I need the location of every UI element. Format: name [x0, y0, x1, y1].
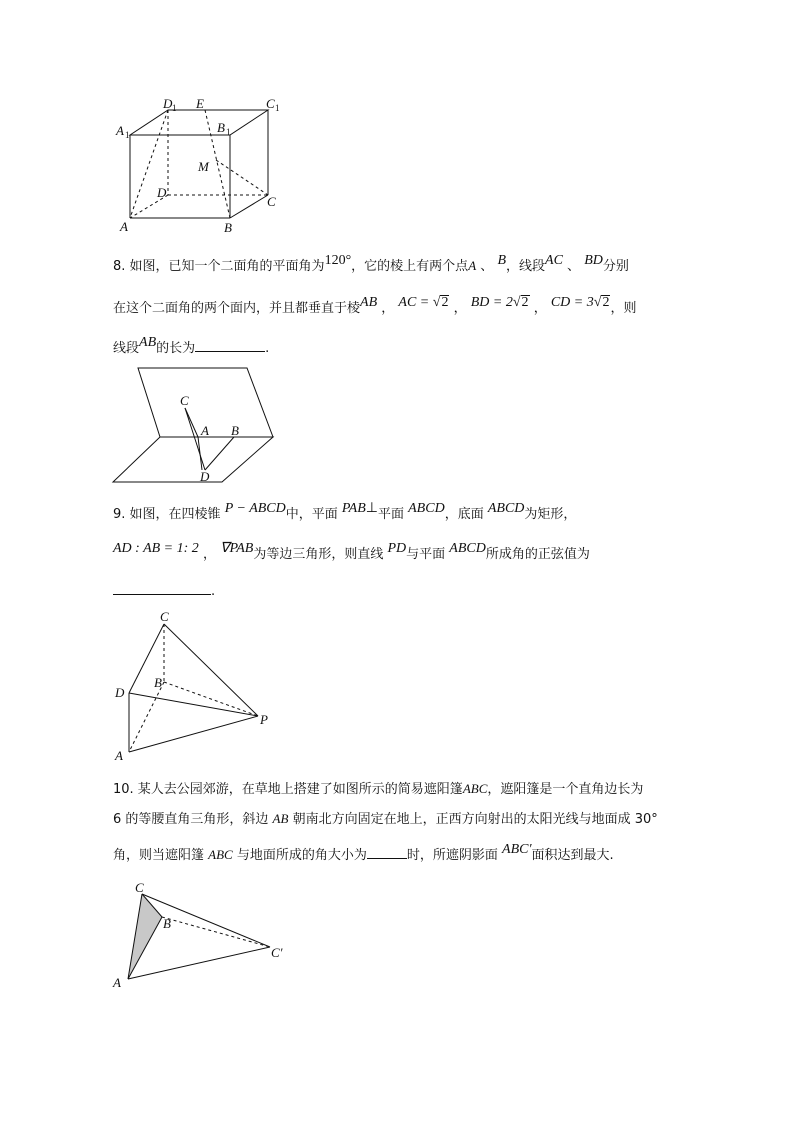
label-E: E: [196, 96, 204, 111]
svg-text:1: 1: [275, 103, 280, 113]
label-B: B: [154, 675, 162, 690]
svg-text:1: 1: [226, 127, 231, 137]
figure-dihedral: [110, 365, 290, 485]
label-D: D: [157, 185, 167, 200]
q10-line2: 6 的等腰直角三角形，斜边 AB 朝南北方向固定在地上，正西方向射出的太阳光线与地面成 30°: [113, 811, 658, 827]
label-A: A: [113, 975, 121, 990]
lower-plane: [113, 437, 273, 482]
label-D1: D: [163, 96, 173, 111]
label-C: C: [180, 393, 189, 408]
q10-line1: 10. 某人去公园郊游，在草地上搭建了如图所示的简易遮阳篷ABC，遮阳篷是一个直角边长为: [113, 781, 644, 797]
label-C: C: [160, 610, 169, 624]
answer-blank: [195, 339, 265, 352]
q9-line2: AD : AB = 1: 2 ， ∇PAB为等边三角形，则直线 PD与平面 ABCD所成角的正弦值为: [113, 541, 590, 562]
q9-line1: 9. 如图，在四棱锥 P − ABCD中，平面 PAB⊥平面 ABCD，底面 ABCD为矩形，: [113, 501, 577, 522]
svg-text:1: 1: [172, 103, 177, 113]
label-B: B: [224, 220, 232, 235]
q8-line1: 8. 如图，已知一个二面角的平面角为120°，它的棱上有两个点A 、 B，线段AC 、 BD分别: [113, 253, 629, 274]
label-B: B: [231, 423, 239, 438]
label-C: C: [267, 194, 276, 209]
answer-blank: [367, 846, 407, 859]
label-P: P: [260, 712, 268, 727]
label-A1: A: [116, 123, 124, 138]
label-M: M: [198, 159, 209, 174]
label-A: A: [115, 748, 123, 763]
q8-line2: 在这个二面角的两个面内，并且都垂直于棱AB ， AC = √2 ， BD = 2√2 ， CD = 3√2，则: [113, 295, 637, 316]
label-C1: C: [266, 96, 275, 111]
label-C: C: [135, 880, 144, 895]
q8-line3: 线段AB的长为 .: [113, 335, 270, 356]
figure-pyramid: [110, 610, 280, 765]
sunshade-face: [128, 894, 162, 979]
figure-cuboid: [110, 95, 290, 235]
answer-blank: [113, 582, 211, 595]
label-D: D: [200, 469, 210, 484]
label-A: A: [120, 219, 128, 234]
q9-line3: .: [113, 582, 215, 602]
label-B: B: [163, 916, 171, 931]
label-D: D: [115, 685, 125, 700]
label-A: A: [201, 423, 209, 438]
svg-text:1: 1: [125, 130, 130, 140]
label-B1: B: [217, 120, 225, 135]
cuboid-top-face: [130, 110, 268, 135]
figure-sunshade: [110, 880, 300, 990]
label-C-prime: C′: [271, 945, 283, 960]
q10-line3: 角，则当遮阳篷 ABC 与地面所成的角大小为 时，所遮阴影面 ABC′面积达到最大.: [113, 842, 614, 863]
